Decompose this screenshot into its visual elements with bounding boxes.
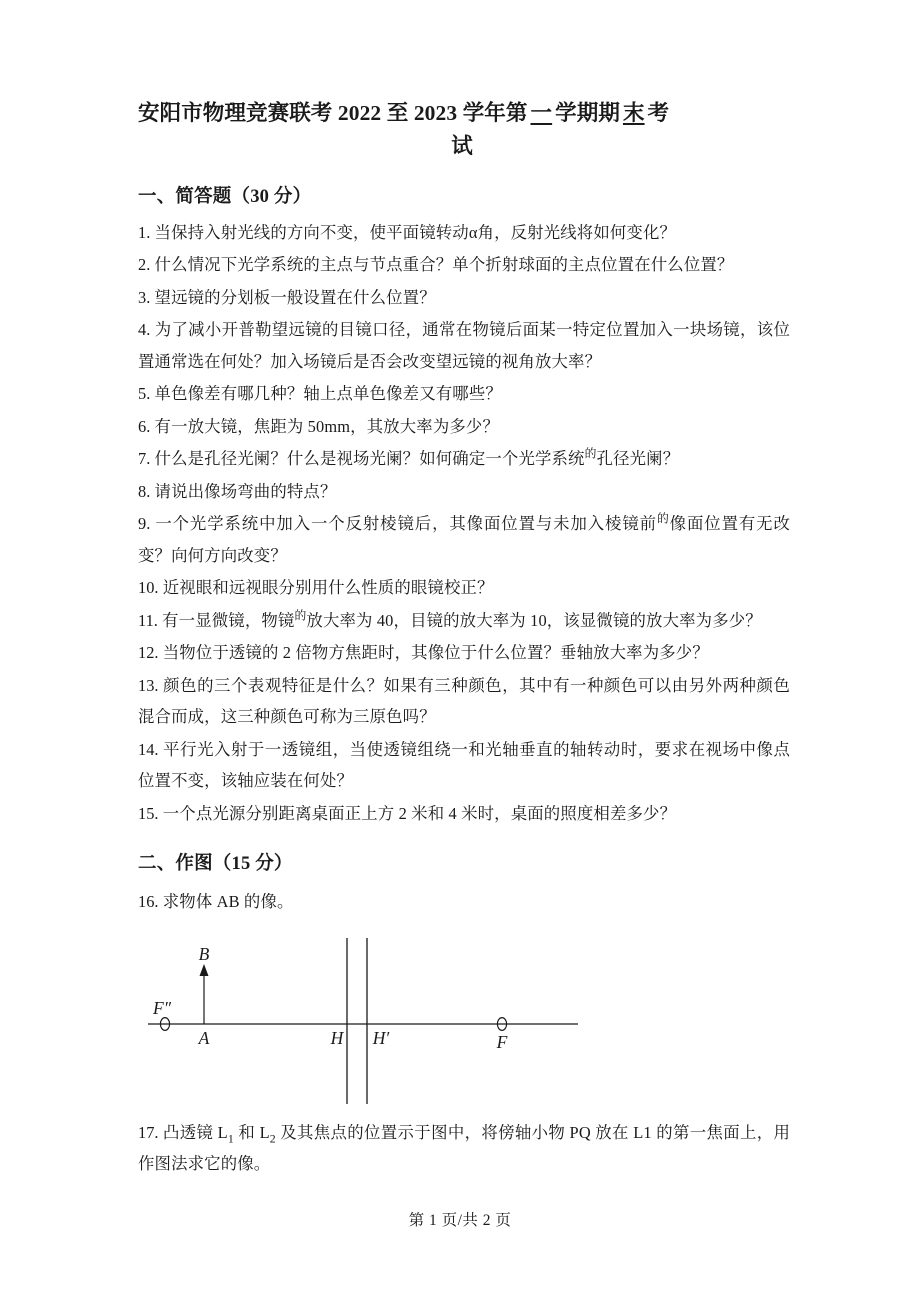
question-9-text-a: 一个光学系统中加入一个反射棱镜后，其像面位置与未加入棱镜前 bbox=[155, 514, 657, 534]
question-4-text: 为了减小开普勒望远镜的目镜口径，通常在物镜后面某一特定位置加入一块场镜，该位置通常选在何处？加入场镜后是否会改变望远镜的视角放大率？ bbox=[138, 320, 791, 371]
question-17-sub1: 1 bbox=[227, 1130, 234, 1145]
question-11-text-a: 有一显微镜，物镜 bbox=[162, 610, 295, 630]
title-blank-period: 末 bbox=[622, 101, 645, 125]
question-2-text: 什么情况下光学系统的主点与节点重合？单个折射球面的主点位置在什么位置？ bbox=[154, 255, 734, 275]
question-6-number: 6. bbox=[138, 416, 151, 436]
section-heading-one: 一、简答题（30 分） bbox=[138, 186, 312, 207]
question-16-text: 求物体 AB 的像。 bbox=[162, 892, 294, 912]
question-12-text: 当物位于透镜的 2 倍物方焦距时，其像位于什么位置？垂轴放大率为多少？ bbox=[162, 643, 709, 663]
question-8-text: 请说出像场弯曲的特点？ bbox=[154, 481, 337, 501]
question-7-text-b: 孔径光阑？ bbox=[596, 449, 680, 469]
question-10-number: 10. bbox=[138, 578, 159, 598]
question-12-number: 12. bbox=[138, 643, 159, 663]
question-13-number: 13. bbox=[138, 675, 159, 695]
question-11-number: 11. bbox=[138, 610, 158, 630]
question-3-number: 3. bbox=[138, 287, 151, 307]
question-15-number: 15. bbox=[138, 803, 159, 823]
question-17 bbox=[138, 1117, 790, 1180]
question-15 bbox=[138, 798, 790, 830]
question-13-text: 颜色的三个表观特征是什么？如果有三种颜色，其中有一种颜色可以由另外两种颜色混合而成，这三种颜色可称为三原色吗？ bbox=[138, 675, 790, 727]
question-10-text: 近视眼和远视眼分别用什么性质的眼镜校正？ bbox=[162, 578, 494, 598]
question-16 bbox=[138, 886, 790, 918]
question-16-number: 16. bbox=[138, 892, 159, 912]
question-12 bbox=[138, 637, 790, 669]
title-middle: 学期期 bbox=[555, 101, 620, 125]
question-4-number: 4. bbox=[138, 320, 151, 340]
question-6-text: 有一放大镜，焦距为 50mm，其放大率为多少？ bbox=[154, 416, 500, 436]
question-7-text-a: 什么是孔径光阑？什么是视场光阑？如何确定一个光学系统 bbox=[154, 449, 585, 469]
question-10 bbox=[138, 572, 790, 604]
page-title bbox=[138, 96, 790, 164]
question-8 bbox=[138, 476, 790, 508]
question-3-text: 望远镜的分划板一般设置在什么位置？ bbox=[154, 287, 436, 307]
label-A: A bbox=[198, 1027, 210, 1048]
question-17-part3: 及其焦点的位置示于图中，将傍轴小物 PQ 放在 L1 的第一焦面上，用作图法求它的像。 bbox=[138, 1122, 791, 1174]
question-15-text: 一个点光源分别距离桌面正上方 2 米和 4 米时，桌面的照度相差多少？ bbox=[162, 803, 677, 823]
question-4 bbox=[138, 314, 790, 377]
question-1-number: 1. bbox=[138, 222, 151, 242]
label-H-prime: H′ bbox=[372, 1027, 390, 1048]
question-1 bbox=[138, 217, 790, 249]
question-11 bbox=[138, 605, 790, 637]
label-F: F bbox=[496, 1031, 508, 1052]
optical-axis-diagram bbox=[148, 932, 578, 1107]
title-suffix: 考 bbox=[647, 101, 670, 125]
question-2 bbox=[138, 249, 790, 281]
page-footer: 第 1 页/共 2 页 bbox=[408, 1212, 512, 1229]
question-6 bbox=[138, 411, 790, 443]
question-17-sub2: 2 bbox=[269, 1130, 276, 1145]
question-14-number: 14. bbox=[138, 739, 159, 759]
question-9-text-b: 像面位置有无改变？向何方向改变？ bbox=[138, 514, 790, 565]
question-5-text: 单色像差有哪几种？轴上点单色像差又有哪些？ bbox=[154, 384, 502, 404]
question-2-number: 2. bbox=[138, 255, 151, 275]
label-B: B bbox=[198, 943, 210, 964]
question-7-number: 7. bbox=[138, 449, 151, 469]
question-5-number: 5. bbox=[138, 384, 151, 404]
optics-figure-container bbox=[138, 932, 790, 1107]
label-F-second: F″ bbox=[153, 997, 171, 1018]
question-17-part1: 凸透镜 L bbox=[162, 1122, 228, 1142]
question-11-text-b: 放大率为 40，目镜的放大率为 10，该显微镜的放大率为多少？ bbox=[306, 610, 762, 630]
question-9-number: 9. bbox=[138, 514, 151, 534]
question-17-number: 17. bbox=[138, 1122, 159, 1142]
question-8-number: 8. bbox=[138, 481, 151, 501]
title-blank-semester: 一 bbox=[530, 101, 553, 125]
section-heading-two: 二、作图（15 分） bbox=[138, 854, 293, 875]
question-17-part2: 和 L bbox=[233, 1122, 270, 1142]
question-9 bbox=[138, 508, 790, 571]
question-7-superscript: 的 bbox=[584, 446, 597, 461]
object-arrow-head bbox=[200, 964, 209, 976]
question-11-superscript: 的 bbox=[294, 608, 307, 623]
question-14 bbox=[138, 734, 790, 797]
question-13 bbox=[138, 670, 790, 733]
title-prefix: 安阳市物理竞赛联考 2022 至 2023 学年第 bbox=[138, 101, 528, 125]
question-1-text: 当保持入射光线的方向不变，使平面镜转动α角，反射光线将如何变化？ bbox=[154, 222, 677, 242]
question-9-superscript: 的 bbox=[656, 511, 670, 526]
label-H: H bbox=[330, 1027, 344, 1048]
question-5 bbox=[138, 378, 790, 410]
question-14-text: 平行光入射于一透镜组，当使透镜组绕一和光轴垂直的轴转动时，要求在视场中像点位置不变，该轴应装在何处？ bbox=[138, 739, 790, 791]
question-3 bbox=[138, 282, 790, 314]
question-7 bbox=[138, 443, 790, 475]
title-tail: 试 bbox=[451, 133, 473, 158]
